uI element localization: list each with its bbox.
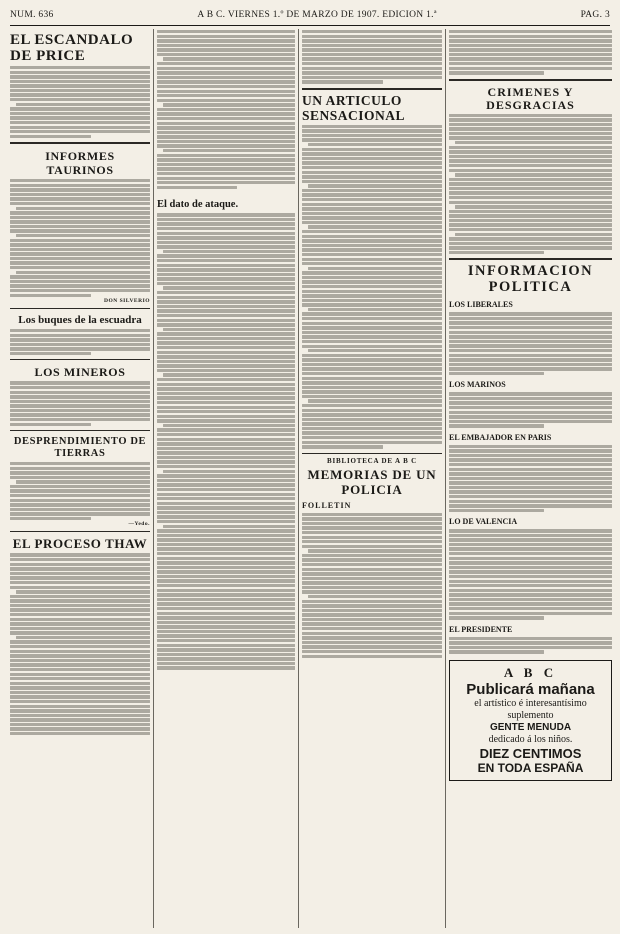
section-rule	[302, 88, 442, 90]
page-number: PAG. 3	[580, 10, 610, 20]
subtitle-liberales: LOS LIBERALES	[449, 300, 513, 310]
signature: DON SILVERIO	[104, 298, 150, 305]
column-2	[157, 30, 295, 928]
article-title-proceso-thaw: EL PROCESO THAW	[12, 536, 148, 552]
article-title-articulo: UN ARTICULO SENSACIONAL	[302, 92, 406, 123]
ad-supplement-name: GENTE MENUDA	[489, 721, 572, 733]
section-rule	[449, 79, 612, 81]
section-rule	[10, 531, 150, 532]
section-rule	[302, 453, 442, 454]
folletin-label: FOLLETIN	[302, 500, 352, 510]
article-title-desprendimiento: DESPRENDIMIENTO DE TIERRAS	[13, 435, 147, 459]
column-3	[302, 30, 442, 928]
article-title-memorias: MEMORIAS DE UN POLICIA	[307, 466, 437, 497]
masthead-line: A B C. VIERNES 1.º DE MARZO DE 1907. EDICION 1.ª	[197, 10, 437, 20]
article-title-mineros: LOS MINEROS	[34, 365, 126, 380]
ad-line: el artístico é interesantísimo suplemento	[474, 697, 587, 721]
issue-number: NUM. 636	[10, 10, 54, 20]
article-title-escandalo: EL ESCANDALO DE PRICE	[10, 32, 134, 64]
ad-price: DIEZ CENTIMOS	[479, 745, 582, 761]
article-title-dato: El dato de ataque.	[157, 199, 239, 211]
subtitle-marinos: LOS MARINOS	[449, 380, 506, 390]
column-1	[10, 30, 150, 928]
ad-line: dedicado á los niños.	[488, 733, 573, 745]
section-rule	[10, 142, 150, 144]
section-rule	[10, 308, 150, 309]
header-rule	[10, 25, 610, 26]
signature: —Yedo.	[128, 521, 150, 528]
ad-brand: A B C	[503, 664, 558, 680]
article-title-informacion: INFORMACION POLITICA	[467, 263, 594, 296]
article-title-taurinos: INFORMES TAURINOS	[45, 149, 115, 178]
subtitle-embajador: EL EMBAJADOR EN PARIS	[449, 432, 552, 442]
section-rule	[10, 430, 150, 431]
subtitle-valencia: LO DE VALENCIA	[449, 517, 518, 527]
section-rule	[449, 258, 612, 260]
ad-region: EN TODA ESPAÑA	[477, 760, 584, 775]
advertisement-box	[449, 660, 612, 781]
series-label: BIBLIOTECA DE A B C	[327, 456, 417, 465]
column-rule	[298, 29, 299, 928]
column-rule	[445, 29, 446, 928]
article-title-buques: Los buques de la escuadra	[18, 314, 142, 327]
column-4	[449, 30, 612, 928]
section-rule	[10, 359, 150, 360]
subtitle-presidente: EL PRESIDENTE	[449, 624, 513, 634]
ad-headline: Publicará mañana	[466, 680, 595, 698]
page-header	[10, 7, 610, 23]
article-title-crimenes: CRIMENES Y DESGRACIAS	[486, 84, 575, 112]
column-rule	[153, 29, 154, 928]
